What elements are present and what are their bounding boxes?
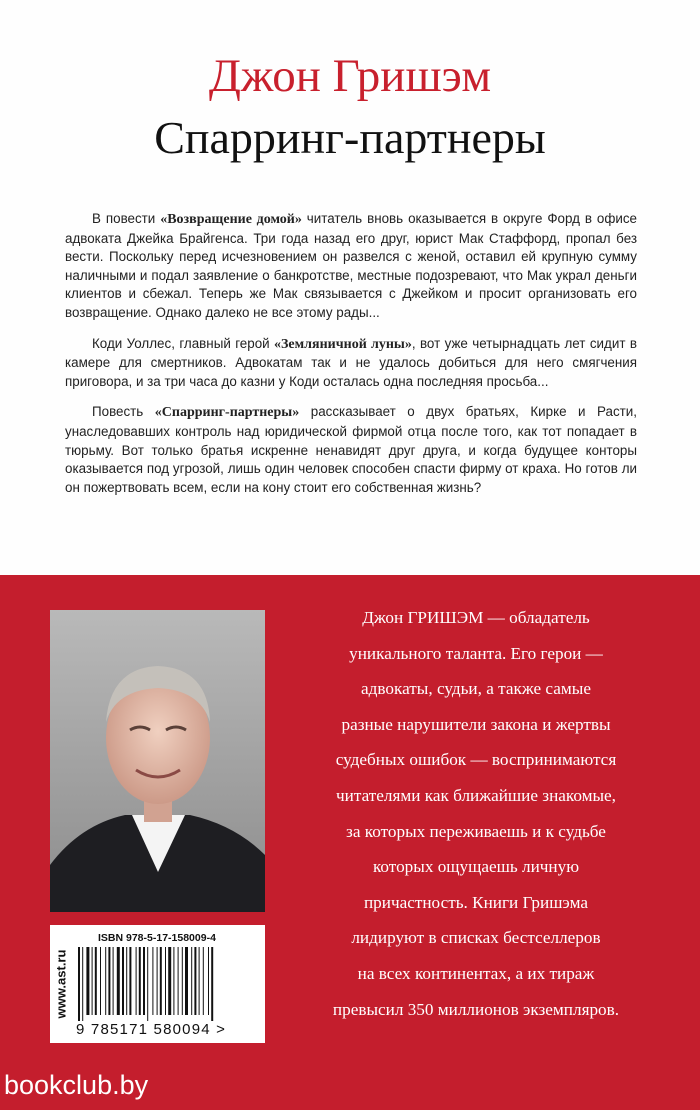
- book-title: Спарринг-партнеры: [154, 112, 546, 163]
- blurb-p1-bold: «Возвращение домой»: [160, 212, 302, 227]
- barcode-bar: [136, 947, 137, 1015]
- bio-line: Джон ГРИШЭМ — обладатель: [362, 608, 590, 627]
- barcode-bar: [157, 947, 158, 1015]
- barcode-bar: [182, 947, 183, 1015]
- bio-line: адвокаты, судьи, а также самые: [361, 679, 591, 699]
- blurb-paragraph-3: [65, 403, 637, 497]
- blurb-p3-bold: «Спарринг-партнеры»: [154, 405, 300, 421]
- barcode-bar: [194, 947, 196, 1015]
- bio-line: лидируют в списках бестселлеров: [351, 928, 601, 948]
- blurb-p3-pre: Повесть: [92, 404, 155, 420]
- barcode-box: [50, 925, 265, 1043]
- bio-line: причастность. Книги Гришэма: [363, 892, 589, 912]
- barcode-bar: [100, 947, 101, 1015]
- barcode-bar: [95, 947, 97, 1015]
- barcode-bar: [168, 947, 171, 1015]
- blurb: [65, 210, 637, 509]
- blurb-p1-pre: В повести: [92, 211, 161, 226]
- barcode-bar: [143, 947, 145, 1015]
- barcode-bar: [211, 947, 213, 1021]
- barcode-bar: [203, 947, 204, 1015]
- barcode-bar: [173, 947, 174, 1015]
- bio-line: судебных ошибок — воспринимаются: [335, 750, 617, 770]
- isbn-text: ISBN 978-5-17-158009-4: [98, 932, 216, 944]
- blurb-p2-post: , вот уже четырнадцать лет сидит в камере для смертников. Адвокатам так и не удалось добиться для него смягчения приговора, и за три часа до казни у Коди осталась одна последняя просьба...: [65, 335, 637, 389]
- bio-line: уникального таланта. Его герои —: [349, 643, 603, 663]
- barcode-bar: [82, 947, 83, 1021]
- publisher-site-text: www.ast.ru: [53, 949, 69, 1019]
- blurb-p3-post: рассказывает о двух братьях, Кирке и Расти, унаследовавших контроль над юридической фирмой отца после того, как тот попадает в тюрьму. Вот только братья искренне ненавидят друг друга, и когда будущее конторы оказывается под угрозой, лишь один человек способен спасти фирму от краха. Но готов ли он пожертвовать всем, если на кону стоит его собственная жизнь?: [65, 404, 637, 495]
- barcode-bar: [160, 947, 162, 1015]
- barcode-bar: [147, 947, 148, 1021]
- author-photo: [50, 610, 265, 912]
- barcode-bar: [117, 947, 120, 1015]
- barcode-bar: [92, 947, 93, 1015]
- barcode-bar: [105, 947, 106, 1015]
- bio-line: которых ощущаешь личную: [372, 857, 580, 877]
- barcode-bar: [152, 947, 153, 1015]
- barcode-bar: [113, 947, 114, 1015]
- barcode-bar: [185, 947, 188, 1015]
- barcode-bar: [199, 947, 200, 1015]
- barcode-bar: [178, 947, 179, 1015]
- bio-line: разные нарушители закона и жертвы: [341, 714, 611, 734]
- footer-bar: [0, 1068, 700, 1110]
- watermark: bookclub.by: [4, 1070, 149, 1100]
- barcode-bar: [165, 947, 166, 1015]
- bio-line: читателями как ближайшие знакомые,: [336, 785, 616, 805]
- barcode-number: 9 785171 580094 >: [76, 1021, 227, 1038]
- blurb-p2-pre: Коди Уоллес, главный герой: [92, 335, 275, 351]
- bio-line: за которых переживаешь и к судьбе: [346, 821, 606, 841]
- bio-line: на всех континентах, а их тираж: [357, 963, 595, 983]
- barcode-bar: [108, 947, 110, 1015]
- bio-line: превысил 350 миллионов экземпляров.: [332, 999, 620, 1019]
- barcode-bar: [191, 947, 192, 1015]
- author-photo-illustration: [50, 610, 265, 912]
- publisher-site: [50, 925, 72, 1043]
- blurb-paragraph-1: [65, 210, 637, 323]
- barcode-bar: [78, 947, 80, 1021]
- author-name: Джон Гришэм: [208, 50, 492, 102]
- barcode-bar: [139, 947, 141, 1015]
- blurb-p2-bold: «Земляничной луны»: [274, 336, 412, 352]
- barcode-bar: [122, 947, 124, 1015]
- blurb-paragraph-2: [65, 335, 637, 392]
- barcode-bar: [129, 947, 131, 1015]
- barcode-bar: [208, 947, 209, 1015]
- blurb-p1-post: читатель вновь оказывается в округе Форд в офисе адвоката Джейка Брайгенса. Три года назад его друг, юрист Мак Стаффорд, пропал без вести. Поскольку перед исчезновением он развелся с женой, оставил ей крупную сумму наличными и подал заявление о банкротстве, местные подозревают, что Мак украл деньги клиентов и сбежал. Теперь же Мак связывается с Джейком и просит организовать его возвращение. Однако далеко не все этому рады...: [65, 211, 637, 320]
- barcode-bar: [86, 947, 89, 1015]
- barcode-bar: [126, 947, 127, 1015]
- author-bio: [276, 600, 676, 1027]
- barcode-bars: [76, 947, 260, 1021]
